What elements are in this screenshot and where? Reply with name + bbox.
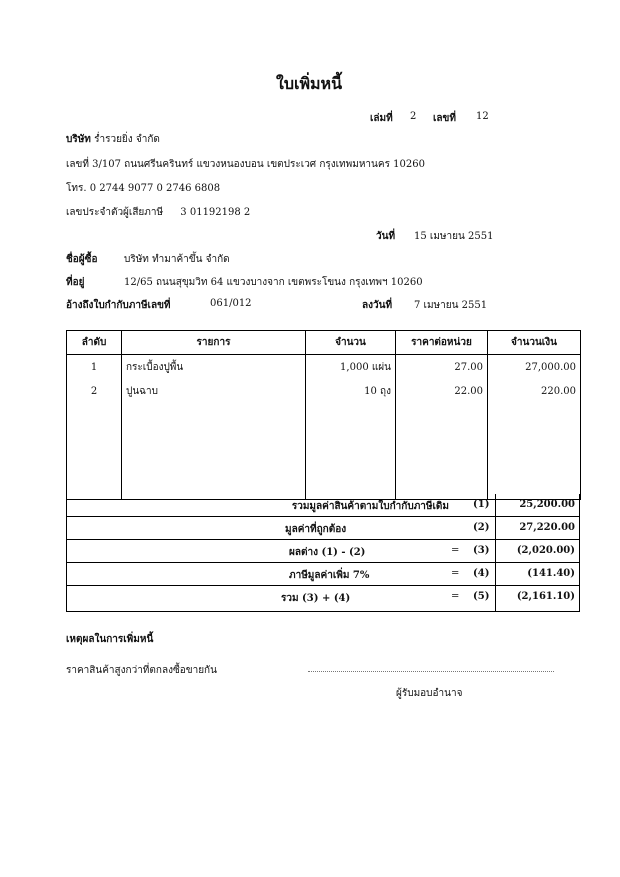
seller-name-line <box>66 132 160 147</box>
summary-index: (3) <box>473 545 490 556</box>
summary-value: (2,161.10) <box>516 591 575 602</box>
invoice-ref-number: 061/012 <box>210 298 252 309</box>
summary-index: (5) <box>473 591 490 602</box>
header-unit-price: ราคาต่อหน่วย <box>396 331 488 355</box>
summary-row-original-total <box>66 494 580 517</box>
row-item: กระเบื้องปูพื้น <box>122 355 306 380</box>
summary-row-correct-value <box>66 517 580 540</box>
row-unit-price: 27.00 <box>396 355 488 380</box>
header-item: รายการ <box>122 331 306 355</box>
reason-text: ราคาสินค้าสูงกว่าที่ตกลงซื้อขายกัน <box>66 665 217 676</box>
table-row <box>67 355 581 380</box>
header-no: ลำดับ <box>67 331 122 355</box>
summary-row-vat <box>66 563 580 586</box>
row-no: 1 <box>67 355 122 380</box>
number-label: เลขที่ <box>433 113 456 124</box>
invoice-ref-label: อ้างถึงใบกำกับภาษีเลขที่ <box>66 300 171 311</box>
table-empty-space <box>67 403 581 500</box>
summary-value: (2,020.00) <box>516 545 575 556</box>
seller-address: เลขที่ 3/107 ถนนศรีนครินทร์ แขวงหนองบอน เขตประเวศ กรุงเทพมหานคร 10260 <box>66 159 425 170</box>
document-number: 12 <box>476 111 489 122</box>
summary-label: รวม (3) + (4) <box>281 593 351 604</box>
summary-row-difference <box>66 540 580 563</box>
date-value: 15 เมษายน 2551 <box>414 231 494 242</box>
summary-label: ภาษีมูลค่าเพิ่ม 7% <box>289 570 370 581</box>
row-no: 2 <box>67 379 122 403</box>
row-amount: 220.00 <box>488 379 581 403</box>
summary-row-grand-total <box>66 586 580 612</box>
summary-index: (1) <box>473 499 490 510</box>
row-item: ปูนฉาบ <box>122 379 306 403</box>
signature-label: ผู้รับมอบอำนาจ <box>396 688 463 699</box>
seller-tax-id: 3 01192198 2 <box>180 207 251 218</box>
summary-value: 25,200.00 <box>519 499 575 510</box>
summary-equals: = <box>451 591 460 602</box>
buyer-name: บริษัท ทำมาค้าขึ้น จำกัด <box>124 254 230 265</box>
book-label: เล่มที่ <box>370 113 393 124</box>
summary-equals: = <box>451 568 460 579</box>
buyer-address: 12/65 ถนนสุขุมวิท 64 แขวงบางจาก เขตพระโขนง กรุงเทพฯ 10260 <box>124 277 423 288</box>
header-qty: จำนวน <box>306 331 396 355</box>
seller-name-label: บริษัท <box>66 134 91 145</box>
summary-label: มูลค่าที่ถูกต้อง <box>285 524 347 535</box>
seller-tax-id-label: เลขประจำตัวผู้เสียภาษี <box>66 207 164 218</box>
book-number: 2 <box>410 111 417 122</box>
invoice-ref-date-label: ลงวันที่ <box>362 300 393 311</box>
seller-phone: โทร. 0 2744 9077 0 2746 6808 <box>66 183 221 194</box>
row-amount: 27,000.00 <box>488 355 581 380</box>
summary-label: รวมมูลค่าสินค้าตามใบกำกับภาษีเดิม <box>291 501 449 512</box>
row-qty: 1,000 แผ่น <box>306 355 396 380</box>
summary-index: (4) <box>473 568 490 579</box>
summary-equals: = <box>451 545 460 556</box>
row-qty: 10 ถุง <box>306 379 396 403</box>
seller-name: ร่ำรวยยิ่ง จำกัด <box>94 134 160 145</box>
table-row <box>67 379 581 403</box>
items-table <box>66 330 581 500</box>
row-unit-price: 22.00 <box>396 379 488 403</box>
summary-value: (141.40) <box>527 568 575 579</box>
signature-line <box>308 671 554 672</box>
invoice-ref-date: 7 เมษายน 2551 <box>414 300 488 311</box>
summary-value: 27,220.00 <box>519 522 575 533</box>
summary-label: ผลต่าง (1) - (2) <box>289 547 366 558</box>
date-label: วันที่ <box>376 231 396 242</box>
buyer-name-label: ชื่อผู้ซื้อ <box>66 254 98 265</box>
buyer-address-label: ที่อยู่ <box>66 277 85 288</box>
seller-tax-id-line <box>66 205 250 220</box>
document-title: ใบเพิ่มหนี้ <box>276 74 343 93</box>
header-amount: จำนวนเงิน <box>488 331 581 355</box>
reason-heading: เหตุผลในการเพิ่มหนี้ <box>66 634 154 645</box>
summary-index: (2) <box>473 522 490 533</box>
table-header-row <box>67 331 581 355</box>
